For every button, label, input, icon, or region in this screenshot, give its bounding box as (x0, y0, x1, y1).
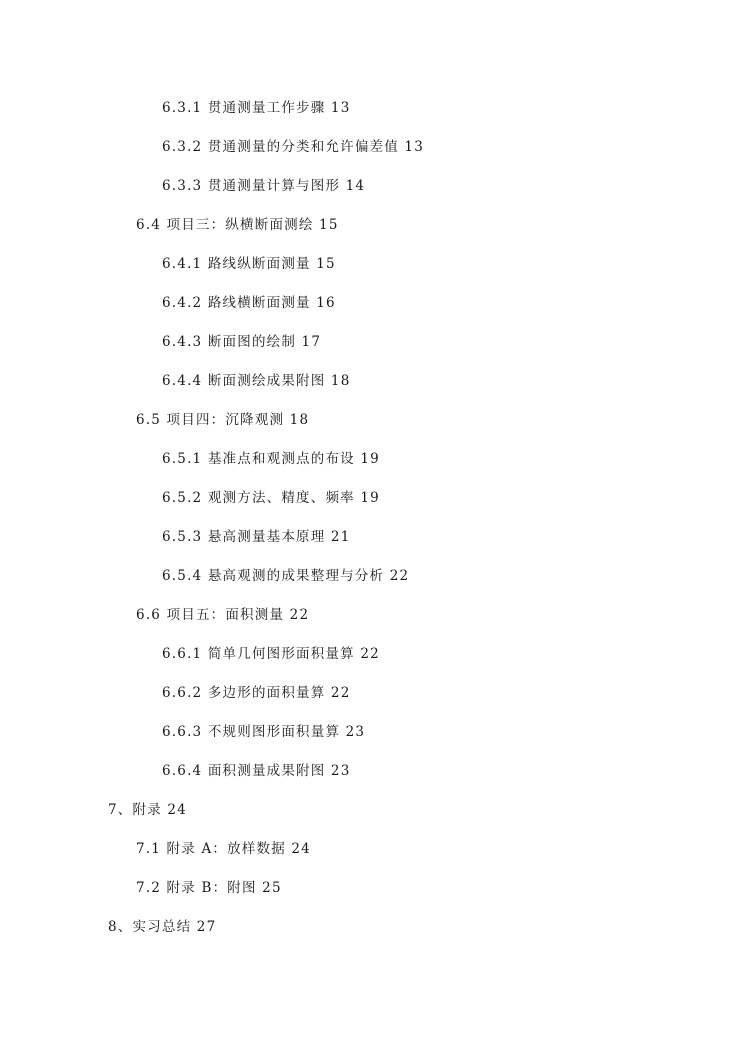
toc-entry-6-5-4[interactable]: 6.5.4 悬高观测的成果整理与分析 22 (162, 568, 410, 584)
toc-entry-6-3-2[interactable]: 6.3.2 贯通测量的分类和允许偏差值 13 (162, 139, 425, 155)
toc-entry-6-6[interactable]: 6.6 项目五：面积测量 22 (136, 607, 310, 623)
toc-entry-7-1[interactable]: 7.1 附录 A：放样数据 24 (136, 841, 311, 857)
toc-entry-6-5-1[interactable]: 6.5.1 基准点和观测点的布设 19 (162, 451, 380, 467)
toc-entry-6-4-2[interactable]: 6.4.2 路线横断面测量 16 (162, 295, 336, 311)
toc-entry-6-3-3[interactable]: 6.3.3 贯通测量计算与图形 14 (162, 178, 366, 194)
toc-entry-6-5-2[interactable]: 6.5.2 观测方法、精度、频率 19 (162, 490, 380, 506)
toc-entry-6-5-3[interactable]: 6.5.3 悬高测量基本原理 21 (162, 529, 351, 545)
toc-entry-6-3-1[interactable]: 6.3.1 贯通测量工作步骤 13 (162, 100, 351, 116)
toc-entry-6-6-3[interactable]: 6.6.3 不规则图形面积量算 23 (162, 724, 366, 740)
toc-entry-6-6-2[interactable]: 6.6.2 多边形的面积量算 22 (162, 685, 351, 701)
toc-entry-6-4-4[interactable]: 6.4.4 断面测绘成果附图 18 (162, 373, 351, 389)
toc-entry-8[interactable]: 8、实习总结 27 (108, 919, 217, 935)
toc-entry-6-6-1[interactable]: 6.6.1 简单几何图形面积量算 22 (162, 646, 380, 662)
toc-entry-6-5[interactable]: 6.5 项目四：沉降观测 18 (136, 412, 310, 428)
toc-entry-6-4-3[interactable]: 6.4.3 断面图的绘制 17 (162, 334, 322, 350)
toc-entry-7-2[interactable]: 7.2 附录 B：附图 25 (136, 880, 282, 896)
toc-entry-6-4[interactable]: 6.4 项目三：纵横断面测绘 15 (136, 217, 339, 233)
toc-entry-6-6-4[interactable]: 6.6.4 面积测量成果附图 23 (162, 763, 351, 779)
toc-entry-7[interactable]: 7、附录 24 (108, 802, 187, 818)
toc-entry-6-4-1[interactable]: 6.4.1 路线纵断面测量 15 (162, 256, 336, 272)
